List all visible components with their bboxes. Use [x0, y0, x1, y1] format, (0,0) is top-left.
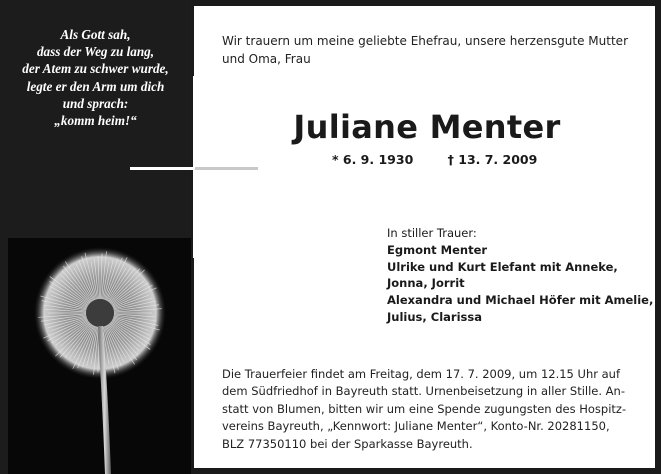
- poem-line: und sprach:: [62, 95, 129, 111]
- dandelion-photo: [8, 238, 191, 474]
- intro-line: und Oma, Frau: [222, 52, 311, 66]
- poem-line: „komm heim!“: [54, 113, 137, 129]
- mourner-line: Julius, Clarissa: [387, 309, 482, 324]
- mourning-heading: In stiller Trauer:: [387, 226, 477, 240]
- left-panel: [0, 0, 191, 474]
- poem-line: dass der Weg zu lang,: [36, 44, 155, 60]
- mourner-line: Jonna, Jorrit: [387, 276, 465, 291]
- funeral-line: Die Trauerfeier findet am Freitag, dem 17. 7. 2009, um 12.15 Uhr auf: [222, 367, 621, 381]
- mourner-line: Egmont Menter: [387, 242, 488, 257]
- poem-line: legte er den Arm um dich: [26, 78, 165, 94]
- mourner-line: Ulrike und Kurt Elefant mit Anneke,: [387, 259, 618, 274]
- funeral-line: dem Südfriedhof in Bayreuth statt. Urnenbeisetzung in aller Stille. An-: [222, 384, 625, 399]
- death-date: † 13. 7. 2009: [447, 152, 538, 167]
- intro-text: [222, 32, 642, 68]
- dandelion-icon: [8, 238, 191, 474]
- birth-date: * 6. 9. 1930: [332, 152, 414, 167]
- poem-line: Als Gott sah,: [60, 27, 131, 42]
- funeral-line: BLZ 77350110 bei der Sparkasse Bayreuth.: [222, 436, 473, 451]
- deceased-name: Juliane Menter: [293, 108, 561, 146]
- poem-line: der Atem zu schwer wurde,: [22, 61, 169, 77]
- cross-bar-shadow: [195, 167, 258, 170]
- funeral-line: statt von Blumen, bitten wir um eine Spende zugungsten des Hospitz-: [222, 401, 627, 416]
- poem: [0, 26, 191, 129]
- mourner-line: Alexandra und Michael Höfer mit Amelie,: [387, 293, 654, 308]
- funeral-info: [222, 366, 640, 453]
- life-dates: [332, 152, 537, 167]
- mourners-block: [387, 225, 657, 326]
- funeral-line: vereins Bayreuth, „Kennwort: Juliane Menter“, Konto-Nr. 20281150,: [222, 419, 610, 434]
- intro-line: Wir trauern um meine geliebte Ehefrau, unsere herzensgute Mutter: [222, 34, 628, 48]
